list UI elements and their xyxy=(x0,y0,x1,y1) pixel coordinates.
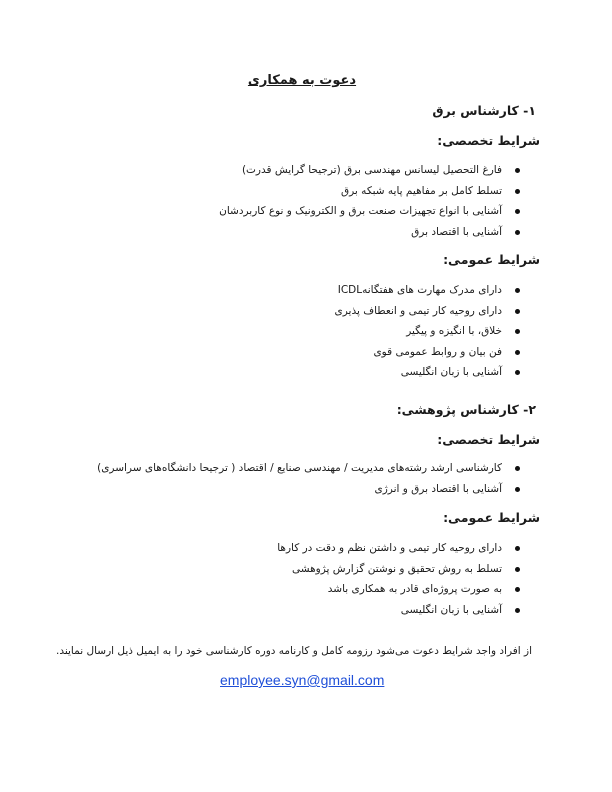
list-item: آشنایی با زبان انگلیسی xyxy=(277,600,520,621)
list-item: تسلط کامل بر مفاهیم پایه شبکه برق xyxy=(219,181,520,202)
list-item: کارشناسی ارشد رشته‌های مدیریت / مهندسی صنایع / اقتصاد ( ترجیحا دانشگاه‌های سراسری) xyxy=(97,458,520,479)
list-item: فارغ التحصیل لیسانس مهندسی برق (ترجیحا گرایش قدرت) xyxy=(219,160,520,181)
list-item: به صورت پروژه‌ای قادر به همکاری باشد xyxy=(277,579,520,600)
position-2-heading: ۲- کارشناس پژوهشی: xyxy=(396,402,536,417)
position-2-general-list xyxy=(277,538,520,620)
list-item: دارای مدرک مهارت های هفتگانهICDL xyxy=(335,280,520,301)
list-item: آشنایی با اقتصاد برق xyxy=(219,222,520,243)
list-item: آشنایی با اقتصاد برق و انرژی xyxy=(97,479,520,500)
page-title: دعوت به همکاری xyxy=(247,73,357,88)
list-item: آشنایی با انواع تجهیزات صنعت برق و الکترونیک و نوع کاربردشان xyxy=(219,201,520,222)
list-item: خلاق، با انگیزه و پیگیر xyxy=(335,321,520,342)
list-item: فن بیان و روابط عمومی قوی xyxy=(335,342,520,363)
list-item: تسلط به روش تحقیق و نوشتن گزارش پژوهشی xyxy=(277,559,520,580)
position-1-general-list xyxy=(335,280,520,383)
list-item: آشنایی با زبان انگلیسی xyxy=(335,362,520,383)
position-1-specialized-heading: شرایط تخصصی: xyxy=(437,133,540,148)
position-1-general-heading: شرایط عمومی: xyxy=(443,252,540,267)
list-item: دارای روحیه کار تیمی و داشتن نظم و دقت در کارها xyxy=(277,538,520,559)
list-item: دارای روحیه کار تیمی و انعطاف پذیری xyxy=(335,301,520,322)
position-1-heading: ۱- کارشناس برق xyxy=(432,103,536,118)
position-1-specialized-list xyxy=(219,160,520,242)
application-instructions: از افراد واجد شرایط دعوت می‌شود رزومه کامل و کارنامه دوره کارشناسی خود را به ایمیل ذیل ارسال نمایند. xyxy=(55,645,532,657)
position-2-specialized-list xyxy=(97,458,520,499)
email-link[interactable]: employee.syn@gmail.com xyxy=(220,672,385,688)
position-2-general-heading: شرایط عمومی: xyxy=(443,510,540,525)
position-2-specialized-heading: شرایط تخصصی: xyxy=(437,432,540,447)
